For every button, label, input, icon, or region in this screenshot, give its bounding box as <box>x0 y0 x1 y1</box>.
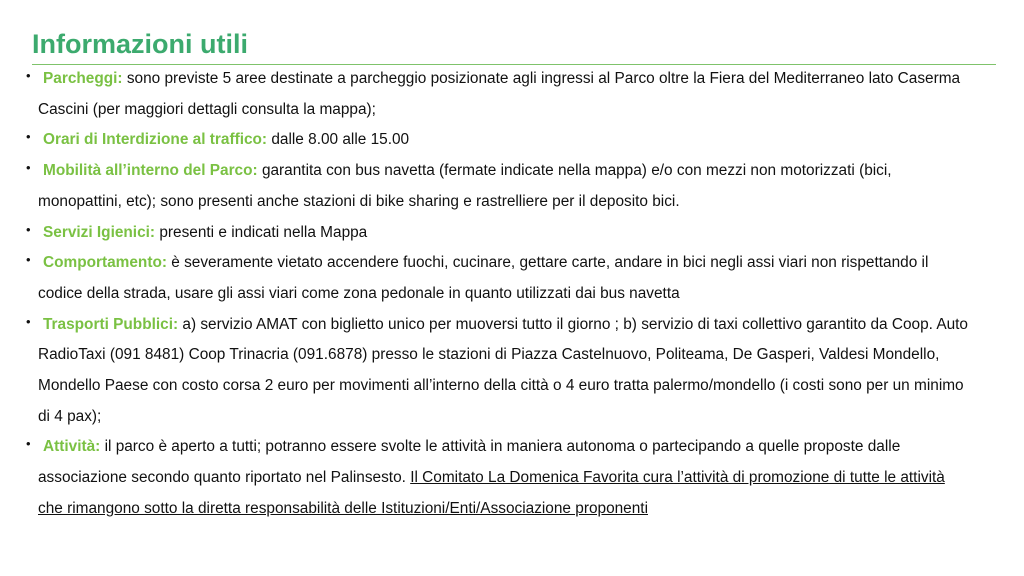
list-item-comportamento <box>26 248 971 309</box>
item-text: presenti e indicati nella Mappa <box>159 223 368 241</box>
item-text: a) servizio AMAT con biglietto unico per muoversi tutto il giorno ; b) servizio di taxi collettivo garantito da Coop. Auto RadioTaxi (091 8481) Coop Trinacria (091.6878) presso le stazioni di Piazza Castelnuovo, Politeama, De Gasperi, Valdesi Mondello, Mondello Paese con costo corsa 2 euro per movimenti all’interno della città o 4 euro tratta palermo/mondello (i costi sono per un minimo di 4 pax); <box>38 315 968 425</box>
item-text: garantita con bus navetta (fermate indicate nella mappa) e/o con mezzi non motorizzati (bici, monopattini, etc); sono presenti anche stazioni di bike sharing e rastrelliere per il deposito bici. <box>38 162 892 210</box>
list-item-mobilita <box>26 156 971 217</box>
bullet-icon: • <box>26 68 31 83</box>
bullet-icon: • <box>26 252 31 268</box>
item-label: Mobilità all’interno del Parco: <box>43 162 258 180</box>
item-text: è severamente vietato accendere fuochi, cucinare, gettare carte, andare in bici negli assi viari non rispettando il codice della strada, usare gli assi viari come zona pedonale in quanto utilizzati dai bus navetta <box>38 254 929 302</box>
item-label: Parcheggi: <box>43 70 123 87</box>
bullet-icon: • <box>26 221 31 237</box>
item-label: Attività: <box>43 438 101 456</box>
bullet-icon: • <box>26 313 31 329</box>
bullet-icon: • <box>26 160 31 176</box>
item-text: dalle 8.00 alle 15.00 <box>271 131 410 149</box>
item-label: Trasporti Pubblici: <box>43 315 179 333</box>
item-label: Servizi Igienici: <box>43 223 156 241</box>
item-label: Comportamento: <box>43 254 167 272</box>
bullet-icon: • <box>26 129 31 145</box>
info-list <box>26 64 971 525</box>
bullet-icon: • <box>26 436 31 452</box>
list-item-parcheggi <box>26 64 971 125</box>
list-item-trasporti <box>26 310 971 433</box>
item-text: il parco è aperto a tutti; potranno essere svolte le attività in maniera autonoma o partecipando a quelle proposte dalle associazione secondo quanto riportato nel Palinsesto. <box>38 438 901 487</box>
page-title: Informazioni utili <box>32 29 248 59</box>
list-item-orari <box>26 125 971 156</box>
item-label: Orari di Interdizione al traffico: <box>43 131 268 149</box>
list-item-attivita <box>26 432 971 524</box>
comitato-link[interactable]: Il Comitato La Domenica Favorita cura l’attività di promozione di tutte le attività che rimangono sotto la diretta responsabilità delle Istituzioni/Enti/Associazione proponenti <box>38 469 945 517</box>
list-item-servizi-igienici <box>26 218 971 249</box>
item-text: sono previste 5 aree destinate a parcheggio posizionate agli ingressi al Parco oltre la Fiera del Mediterraneo lato Caserma Cascini (per maggiori dettagli consulta la mappa); <box>38 70 961 118</box>
